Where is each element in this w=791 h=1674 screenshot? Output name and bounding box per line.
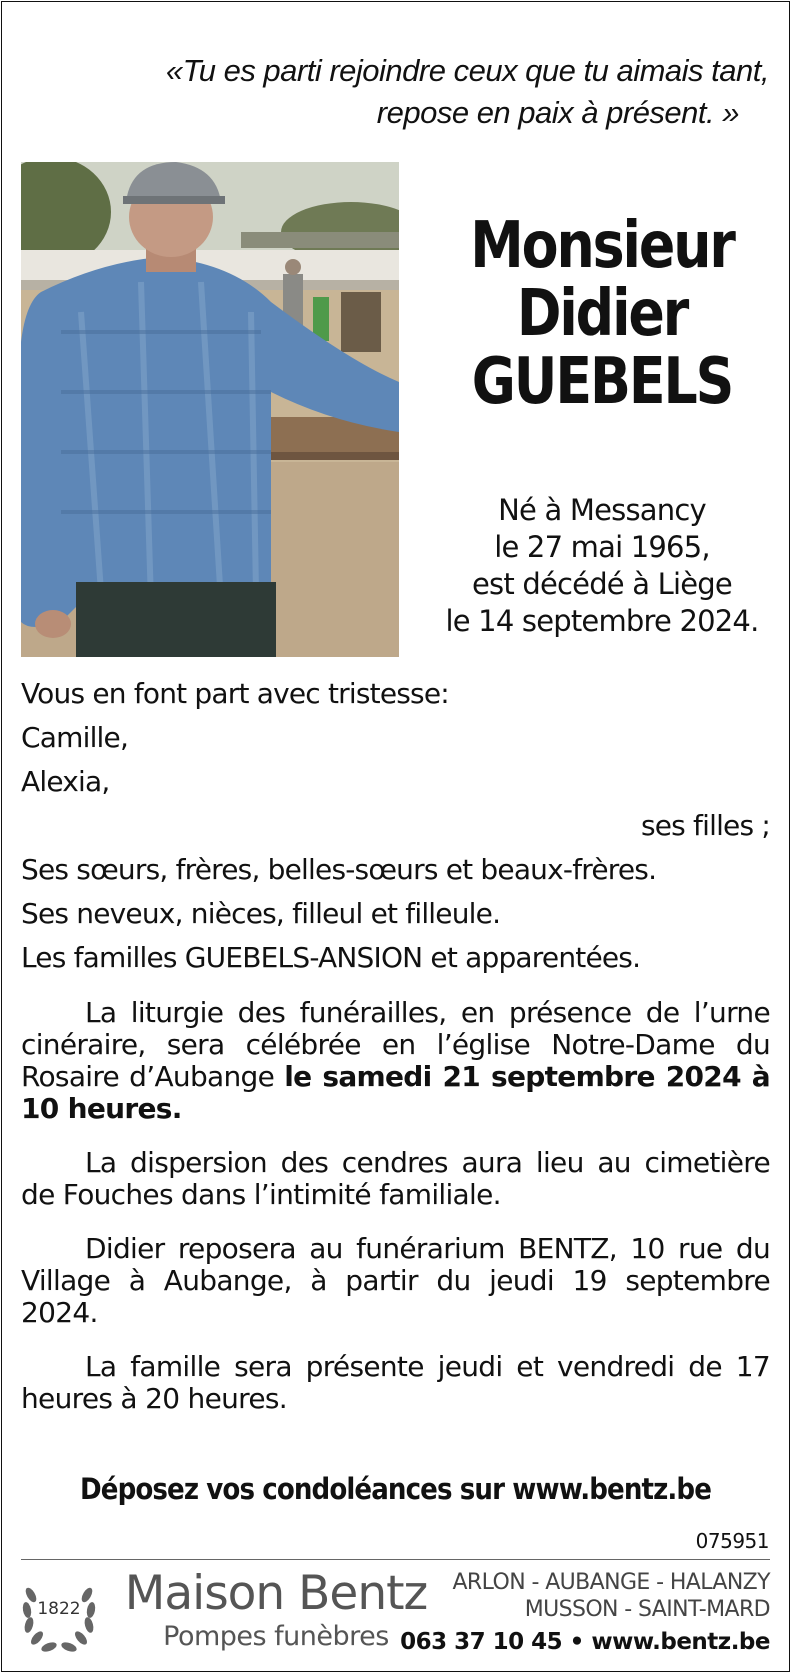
towns-line-2: MUSSON - SAINT-MARD xyxy=(524,1597,770,1622)
funeral-home-footer xyxy=(21,1565,770,1665)
seal-year: 1822 xyxy=(37,1599,81,1619)
liturgy-text: La liturgie des funérailles, en présence de l’urne cinéraire, sera célébrée en l’église Notre-Dame du Rosaire d’Aubange xyxy=(21,996,770,1093)
brand-name: Maison Bentz xyxy=(124,1566,428,1621)
branch-towns xyxy=(452,1569,770,1623)
death-place: est décédé à Liège xyxy=(472,567,732,601)
reference-number: 075951 xyxy=(695,1529,769,1553)
deceased-title: Monsieur xyxy=(470,209,734,283)
liturgy-date: le samedi 21 septembre 2024 à 10 heures. xyxy=(21,1060,770,1125)
family-line: Ses neveux, nièces, filleul et filleule. xyxy=(21,897,501,930)
ceremony-details xyxy=(21,997,770,1437)
epitaph-quote xyxy=(62,50,769,134)
deceased-photo xyxy=(21,162,399,657)
family-line: Les familles GUEBELS-ANSION et apparentées. xyxy=(21,941,641,974)
family-intro: Vous en font part avec tristesse: xyxy=(21,677,449,710)
family-announcement xyxy=(21,672,770,980)
funerarium-paragraph: Didier reposera au funérarium BENTZ, 10 rue du Village à Aubange, à partir du jeudi 19 septembre 2024. xyxy=(21,1232,770,1329)
deceased-first-name: Didier xyxy=(516,277,688,351)
obituary-notice xyxy=(1,1,790,1672)
family-name: Alexia, xyxy=(21,765,110,798)
family-line: Ses sœurs, frères, belles-sœurs et beaux-frères. xyxy=(21,853,657,886)
phone-number[interactable]: 063 37 10 45 xyxy=(400,1629,563,1655)
laurel-seal-logo xyxy=(21,1565,97,1661)
liturgy-paragraph xyxy=(21,997,770,1125)
deceased-last-name: GUEBELS xyxy=(471,345,733,419)
brand-subtitle: Pompes funèbres xyxy=(163,1621,389,1652)
presence-paragraph: La famille sera présente jeudi et vendredi de 17 heures à 20 heures. xyxy=(21,1350,770,1415)
birth-place: Né à Messancy xyxy=(498,493,706,527)
contact-line xyxy=(400,1629,770,1655)
footer-divider xyxy=(21,1559,770,1560)
death-date: le 14 septembre 2024. xyxy=(445,604,759,638)
deceased-name-block xyxy=(451,209,753,419)
website-link[interactable]: www.bentz.be xyxy=(591,1629,770,1655)
birth-death-details xyxy=(422,492,782,640)
condolences-link[interactable]: Déposez vos condoléances sur www.bentz.be xyxy=(80,1472,711,1506)
family-relation: ses filles ; xyxy=(640,809,770,842)
towns-line-1: ARLON - AUBANGE - HALANZY xyxy=(452,1570,770,1595)
birth-date: le 27 mai 1965, xyxy=(494,530,710,564)
brand-block xyxy=(121,1567,431,1653)
separator-bullet: • xyxy=(569,1629,584,1655)
family-name: Camille, xyxy=(21,721,129,754)
quote-line-2: repose en paix à présent. » xyxy=(376,95,739,130)
quote-line-1: «Tu es parti rejoindre ceux que tu aimais tant, xyxy=(165,53,769,88)
dispersion-paragraph: La dispersion des cendres aura lieu au cimetière de Fouches dans l’intimité familiale. xyxy=(21,1146,770,1211)
